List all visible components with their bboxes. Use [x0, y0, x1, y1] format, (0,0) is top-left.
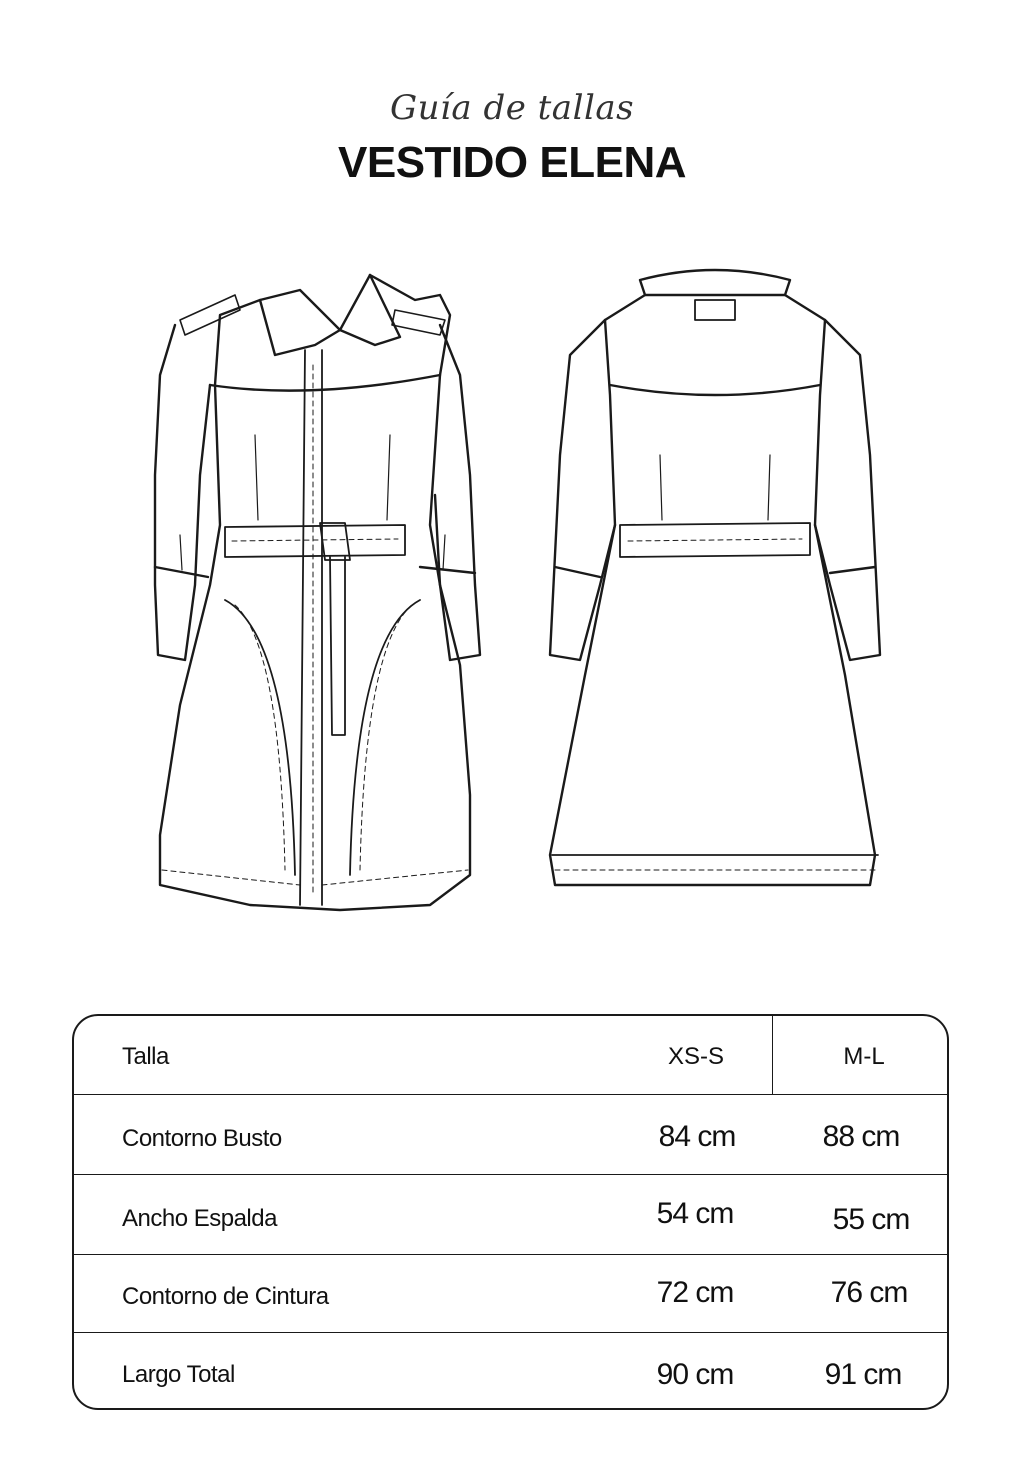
- back-dress-sketch: [550, 270, 880, 885]
- value-m-l: 88 cm: [822, 1120, 900, 1153]
- front-dress-sketch: [155, 275, 480, 910]
- size-table: [72, 1014, 949, 1410]
- size-column-m-l: M-L: [843, 1043, 885, 1070]
- header-label: Talla: [122, 1043, 169, 1070]
- row-label: Ancho Espalda: [122, 1205, 277, 1232]
- table-row: [74, 1094, 947, 1174]
- value-m-l: 55 cm: [832, 1203, 910, 1236]
- dress-illustration: [140, 255, 890, 925]
- table-row: [74, 1174, 947, 1254]
- value-xs-s: 72 cm: [656, 1276, 734, 1309]
- value-xs-s: 84 cm: [658, 1120, 736, 1153]
- value-m-l: 76 cm: [830, 1276, 908, 1309]
- value-m-l: 91 cm: [824, 1358, 902, 1391]
- table-row: [74, 1254, 947, 1332]
- table-header-row: [74, 1016, 947, 1094]
- size-column-xs-s: XS-S: [667, 1043, 724, 1070]
- row-label: Largo Total: [122, 1361, 235, 1388]
- row-label: Contorno Busto: [122, 1125, 282, 1152]
- page-title: VESTIDO ELENA: [338, 138, 686, 187]
- row-label: Contorno de Cintura: [122, 1283, 329, 1310]
- value-xs-s: 54 cm: [656, 1197, 734, 1230]
- value-xs-s: 90 cm: [656, 1358, 734, 1391]
- table-row: [74, 1332, 947, 1410]
- page-subtitle: Guía de tallas: [389, 88, 635, 128]
